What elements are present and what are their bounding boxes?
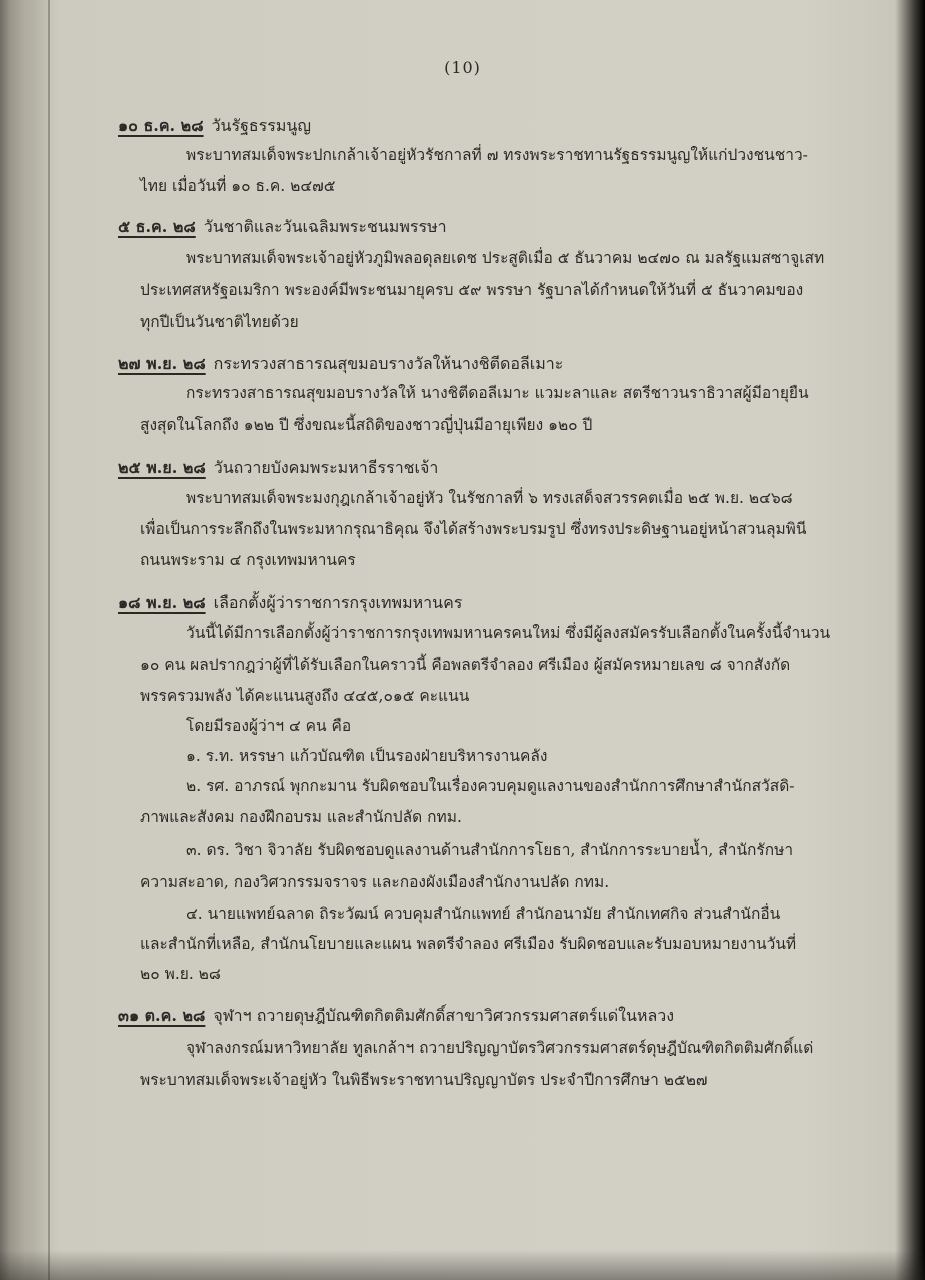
entry-line: เพื่อเป็นการระลึกถึงในพระมหากรุณาธิคุณ จึงได้สร้างพระบรมรูป ซึ่งทรงประดิษฐานอยู่หน้าสวนลุมพินี <box>140 520 807 538</box>
entry-heading <box>118 114 311 139</box>
entry-date: ๓๑ ต.ค. ๒๘ <box>118 1006 206 1025</box>
entry-line: พระบาทสมเด็จพระเจ้าอยู่หัวภูมิพลอดุลยเดช ประสูติเมื่อ ๕ ธันวาคม ๒๔๗๐ ณ มลรัฐแมสซาจูเสท <box>186 249 825 267</box>
entry-date: ๕ ธ.ค. ๒๘ <box>118 217 196 236</box>
entry-line: สูงสุดในโลกถึง ๑๒๒ ปี ซึ่งขณะนี้สถิติของชาวญี่ปุ่นมีอายุเพียง ๑๒๐ ปี <box>140 416 593 434</box>
entry-line: กระทรวงสาธารณสุขมอบรางวัลให้ นางชิตีดอลีเมาะ แวมะลาและ สตรีชาวนราธิวาสผู้มีอายุยืน <box>186 384 809 402</box>
entry-line: ไทย เมื่อวันที่ ๑๐ ธ.ค. ๒๔๗๕ <box>140 177 336 195</box>
entry-line: ๑. ร.ท. หรรษา แก้วบัณฑิต เป็นรองฝ่ายบริหารงานคลัง <box>186 747 548 765</box>
entry-heading <box>118 1004 674 1029</box>
entry-title: กระทรวงสาธารณสุขมอบรางวัลให้นางชิตีดอลีเมาะ <box>213 354 564 373</box>
entry-line: จุฬาลงกรณ์มหาวิทยาลัย ทูลเกล้าฯ ถวายปริญญาบัตรวิศวกรรมศาสตร์ดุษฎีบัณฑิตกิตติมศักดิ์แด่ <box>186 1039 814 1057</box>
entry-date: ๒๗ พ.ย. ๒๘ <box>118 354 206 373</box>
entry-line: วันนี้ได้มีการเลือกตั้งผู้ว่าราชการกรุงเทพมหานครคนใหม่ ซึ่งมีผู้ลงสมัครรับเลือกตั้งในครั้งนี้จำนวน <box>186 624 831 642</box>
entry-line: พรรครวมพลัง ได้คะแนนสูงถึง ๔๔๕,๐๑๕ คะแนน <box>140 687 470 705</box>
entry-line: พระบาทสมเด็จพระมงกุฎเกล้าเจ้าอยู่หัว ในรัชกาลที่ ๖ ทรงเสด็จสวรรคตเมื่อ ๒๕ พ.ย. ๒๔๖๘ <box>186 489 793 507</box>
entry-line: ๒. รศ. อาภรณ์ พุกกะมาน รับผิดชอบในเรื่องควบคุมดูแลงานของสำนักการศึกษาสำนักสวัสดิ- <box>186 777 795 795</box>
entry-date: ๒๕ พ.ย. ๒๘ <box>118 458 206 477</box>
entry-line: ๑๐ คน ผลปรากฎว่าผู้ที่ได้รับเลือกในคราวนี้ คือพลตรีจำลอง ศรีเมือง ผู้สมัครหมายเลข ๘ จากสังกัด <box>140 656 791 674</box>
entry-heading <box>118 352 563 377</box>
entry-line: ๔. นายแพทย์ฉลาด ถิระวัฒน์ ควบคุมสำนักแพทย์ สำนักอนามัย สำนักเทศกิจ ส่วนสำนักอื่น <box>186 905 781 923</box>
entry-heading <box>118 215 447 240</box>
entry-heading <box>118 456 438 481</box>
entry-date: ๑๐ ธ.ค. ๒๘ <box>118 116 204 135</box>
entry-line: โดยมีรองผู้ว่าฯ ๔ คน คือ <box>186 717 352 735</box>
entry-line: ถนนพระราม ๔ กรุงเทพมหานคร <box>140 551 356 569</box>
entry-line: ๓. ดร. วิชา จิวาลัย รับผิดชอบดูแลงานด้านสำนักการโยธา, สำนักการระบายน้ำ, สำนักรักษา <box>186 841 794 859</box>
entry-line: พระบาทสมเด็จพระปกเกล้าเจ้าอยู่หัวรัชกาลที่ ๗ ทรงพระราชทานรัฐธรรมนูญให้แก่ปวงชนชาว- <box>186 146 808 164</box>
entry-line: ภาพและสังคม กองฝึกอบรม และสำนักปลัด กทม. <box>140 808 462 826</box>
entry-line: ๒๐ พ.ย. ๒๘ <box>140 965 221 983</box>
entry-line: ทุกปีเป็นวันชาติไทยด้วย <box>140 313 299 331</box>
entry-date: ๑๘ พ.ย. ๒๘ <box>118 593 206 612</box>
entry-title: จุฬาฯ ถวายดุษฎีบัณฑิตกิตติมศักดิ์สาขาวิศวกรรมศาสตร์แด่ในหลวง <box>213 1006 675 1025</box>
entry-title: วันถวายบังคมพระมหาธีรราชเจ้า <box>213 458 439 477</box>
entry-line: และสำนักที่เหลือ, สำนักนโยบายและแผน พลตรีจำลอง ศรีเมือง รับผิดชอบและรับมอบหมายงานวันที่ <box>140 935 797 953</box>
entry-line: ความสะอาด, กองวิศวกรรมจราจร และกองผังเมืองสำนักงานปลัด กทม. <box>140 873 610 891</box>
entry-line: ประเทศสหรัฐอเมริกา พระองค์มีพระชนมายุครบ ๕๙ พรรษา รัฐบาลได้กำหนดให้วันที่ ๕ ธันวาคมของ <box>140 281 804 299</box>
page-number: (10) <box>444 58 481 77</box>
entry-title: วันรัฐธรรมนูญ <box>211 116 311 135</box>
entry-title: วันชาติและวันเฉลิมพระชนมพรรษา <box>203 217 447 236</box>
entry-heading <box>118 591 462 616</box>
entry-title: เลือกตั้งผู้ว่าราชการกรุงเทพมหานคร <box>213 593 463 612</box>
entry-line: พระบาทสมเด็จพระเจ้าอยู่หัว ในพิธีพระราชทานปริญญาบัตร ประจำปีการศึกษา ๒๕๒๗ <box>140 1071 708 1089</box>
